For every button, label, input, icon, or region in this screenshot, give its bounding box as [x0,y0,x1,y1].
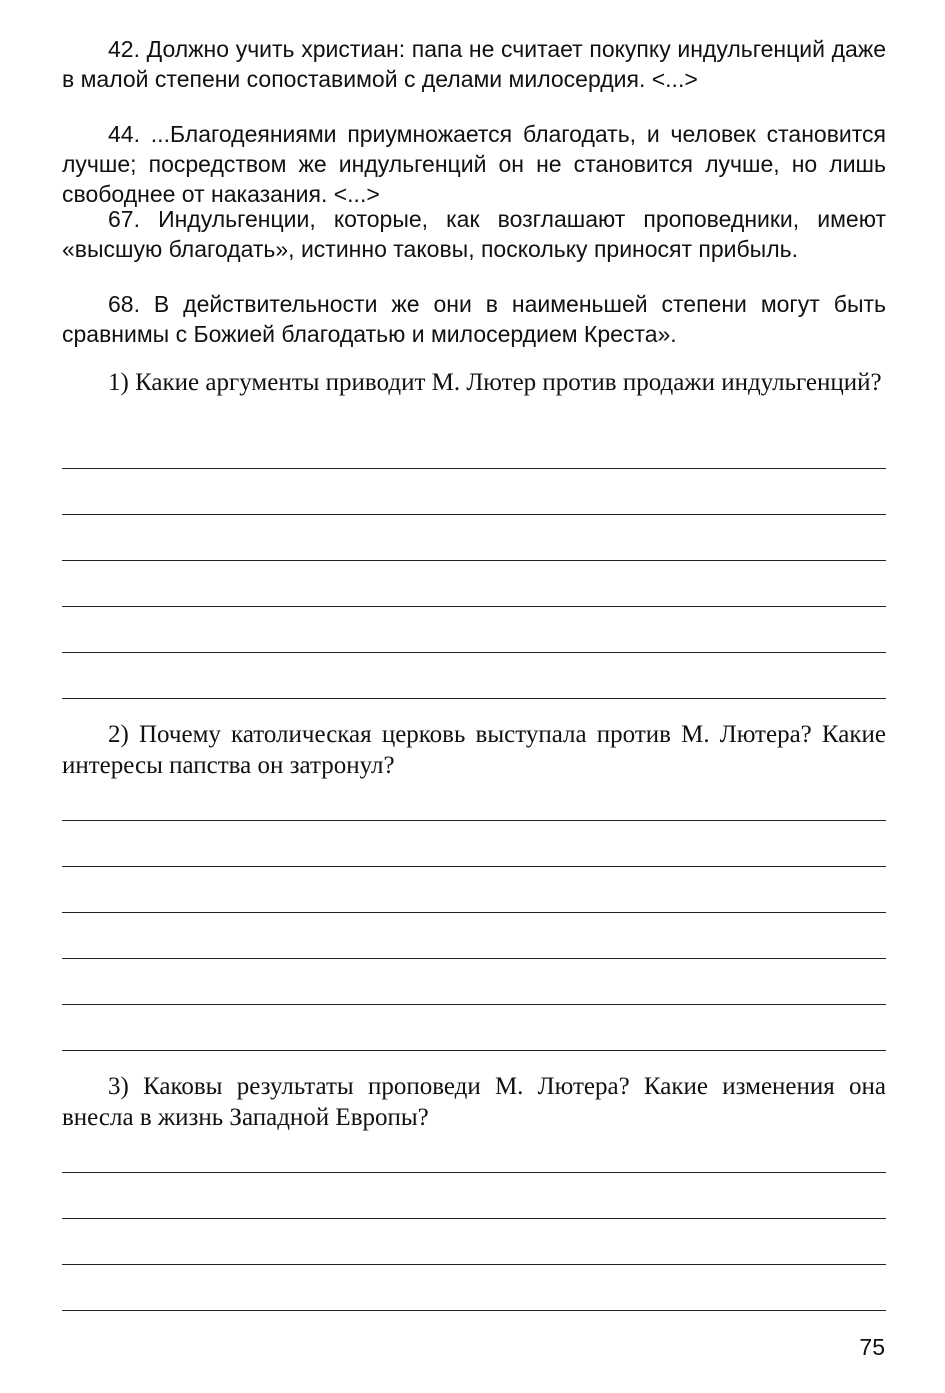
answer-line[interactable] [62,468,886,469]
answer-line[interactable] [62,1172,886,1173]
answer-line[interactable] [62,1218,886,1219]
quote-thesis-44 [62,119,886,209]
answer-line[interactable] [62,866,886,867]
thesis-number: 42. [108,36,140,62]
thesis-text: В действительности же они в наименьшей степени могут быть сравнимы с Божией благодатью и милосердием Креста». [62,291,886,347]
question-2: 2) Почему католическая церковь выступала против М. Лютера? Какие интересы папства он затронул? [62,721,886,779]
answer-line[interactable] [62,560,886,561]
answer-line[interactable] [62,1050,886,1051]
answer-line[interactable] [62,652,886,653]
thesis-number: 68. [108,291,140,317]
answer-line[interactable] [62,912,886,913]
answer-line[interactable] [62,1004,886,1005]
thesis-number: 67. [108,206,140,232]
answer-line[interactable] [62,514,886,515]
answer-line[interactable] [62,606,886,607]
question-3: 3) Каковы результаты проповеди М. Лютера? Какие изменения она внесла в жизнь Западной Европы? [62,1073,886,1131]
quote-thesis-67 [62,204,886,264]
answer-line[interactable] [62,1264,886,1265]
quote-thesis-68 [62,289,886,349]
thesis-text: Индульгенции, которые, как возглашают проповедники, имеют «высшую благодать», истинно таковы, поскольку приносят прибыль. [62,206,886,262]
answer-line[interactable] [62,1310,886,1311]
question-1: 1) Какие аргументы приводит М. Лютер против продажи индульгенций? [108,369,882,396]
answer-line[interactable] [62,820,886,821]
thesis-number: 44. [108,121,140,147]
quote-thesis-42 [62,34,886,94]
answer-line[interactable] [62,698,886,699]
thesis-text: Должно учить христиан: папа не считает покупку индульгенций даже в малой степени сопоставимой с делами милосердия. <...> [62,36,886,92]
thesis-text: ...Благодеяниями приумножается благодать, и человек становится лучше; посредством же индульгенций он не становится лучше, но лишь свободнее от наказания. <...> [62,121,886,207]
page-number: 75 [859,1334,885,1360]
answer-line[interactable] [62,958,886,959]
